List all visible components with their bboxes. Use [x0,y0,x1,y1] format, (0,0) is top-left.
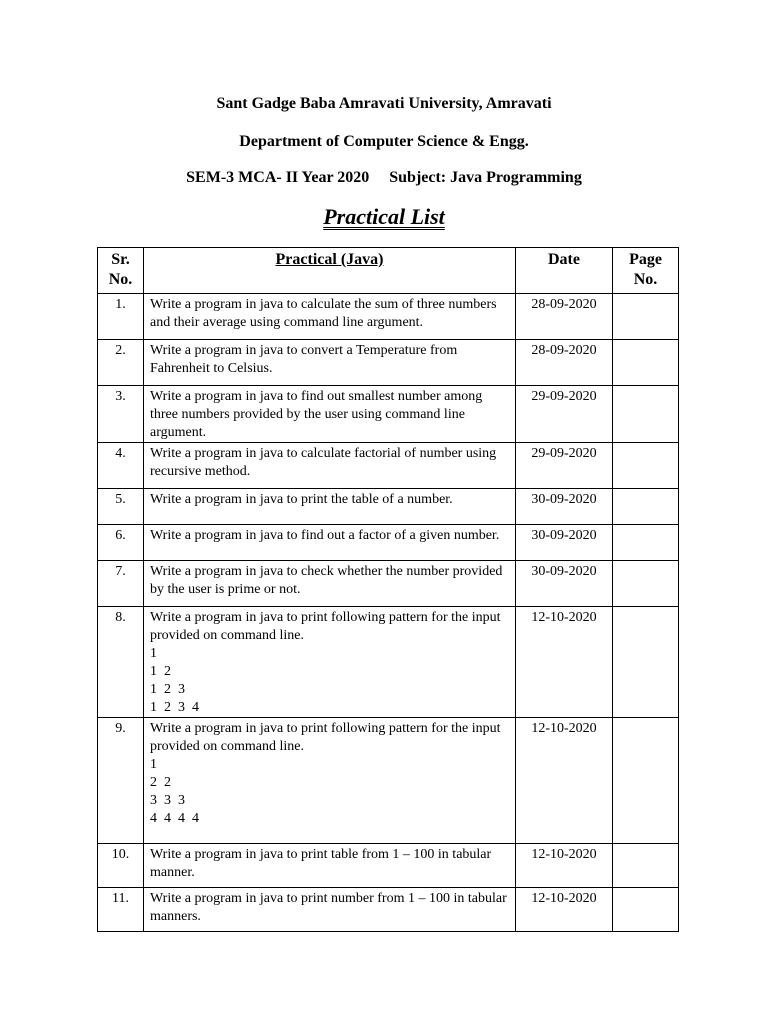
table-row [98,340,679,386]
practical-description: Write a program in java to print number from 1 – 100 in tabular manners. [144,888,516,932]
table-row [98,443,679,489]
practical-description: Write a program in java to print the table of a number. [144,489,516,525]
table-row [98,489,679,525]
page-no-cell [613,561,679,607]
pattern-block: 1 2 2 3 3 3 4 4 4 4 [150,757,199,826]
pattern-block: 1 1 2 1 2 3 1 2 3 4 [150,646,199,715]
practical-description: Write a program in java to print following pattern for the input provided on command line. 1 2 2 3 3 3 4 4 4 4 [144,718,516,844]
university-name: Sant Gadge Baba Amravati University, Amravati [216,95,552,112]
header-date: Date [516,248,613,294]
sr-no-cell: 9. [98,718,144,844]
table-row [98,294,679,340]
date-cell: 12-10-2020 [516,607,613,718]
date-cell: 12-10-2020 [516,718,613,844]
date-cell: 12-10-2020 [516,888,613,932]
sr-no-cell: 5. [98,489,144,525]
page-no-cell [613,489,679,525]
practical-description: Write a program in java to print following pattern for the input provided on command line. 1 1 2 1 2 3 1 2 3 4 [144,607,516,718]
practical-description: Write a program in java to calculate factorial of number using recursive method. [144,443,516,489]
sr-no-cell: 4. [98,443,144,489]
table-row [98,561,679,607]
sr-no-cell: 8. [98,607,144,718]
course-line [0,168,768,188]
date-cell: 28-09-2020 [516,340,613,386]
table-row [98,607,679,718]
date-cell: 30-09-2020 [516,561,613,607]
header-practical: Practical (Java) [144,248,516,294]
sr-no-cell: 7. [98,561,144,607]
practical-description: Write a program in java to check whether the number provided by the user is prime or not. [144,561,516,607]
table-row [98,386,679,443]
page-title-text: Practical List [323,204,445,229]
header-sr-no: Sr. No. [98,248,144,294]
practical-description: Write a program in java to convert a Temperature from Fahrenheit to Celsius. [144,340,516,386]
page-no-cell [613,844,679,888]
header-page-no: Page No. [613,248,679,294]
table-row [98,888,679,932]
page-no-cell [613,294,679,340]
practical-description: Write a program in java to find out smallest number among three numbers provided by the user using command line argument. [144,386,516,443]
table-row [98,844,679,888]
page-no-cell [613,525,679,561]
sr-no-cell: 3. [98,386,144,443]
date-cell: 12-10-2020 [516,844,613,888]
date-cell: 29-09-2020 [516,443,613,489]
date-cell: 29-09-2020 [516,386,613,443]
department-name: Department of Computer Science & Engg. [239,133,529,150]
practical-description: Write a program in java to print table from 1 – 100 in tabular manner. [144,844,516,888]
practical-table [97,247,679,932]
sr-no-cell: 10. [98,844,144,888]
sr-no-cell: 2. [98,340,144,386]
semester-text: SEM-3 MCA- II Year 2020 [186,169,370,186]
sr-no-cell: 1. [98,294,144,340]
page-no-cell [613,386,679,443]
sr-no-cell: 6. [98,525,144,561]
page-no-cell [613,607,679,718]
sr-no-cell: 11. [98,888,144,932]
date-cell: 28-09-2020 [516,294,613,340]
page-no-cell [613,443,679,489]
table-header-row [98,248,679,294]
table-row [98,718,679,844]
page-no-cell [613,340,679,386]
practical-description: Write a program in java to find out a factor of a given number. [144,525,516,561]
table-row [98,525,679,561]
page-no-cell [613,718,679,844]
date-cell: 30-09-2020 [516,525,613,561]
page-no-cell [613,888,679,932]
practical-description: Write a program in java to calculate the sum of three numbers and their average using command line argument. [144,294,516,340]
subject-text: Subject: Java Programming [389,169,582,186]
date-cell: 30-09-2020 [516,489,613,525]
page-title [0,203,768,231]
